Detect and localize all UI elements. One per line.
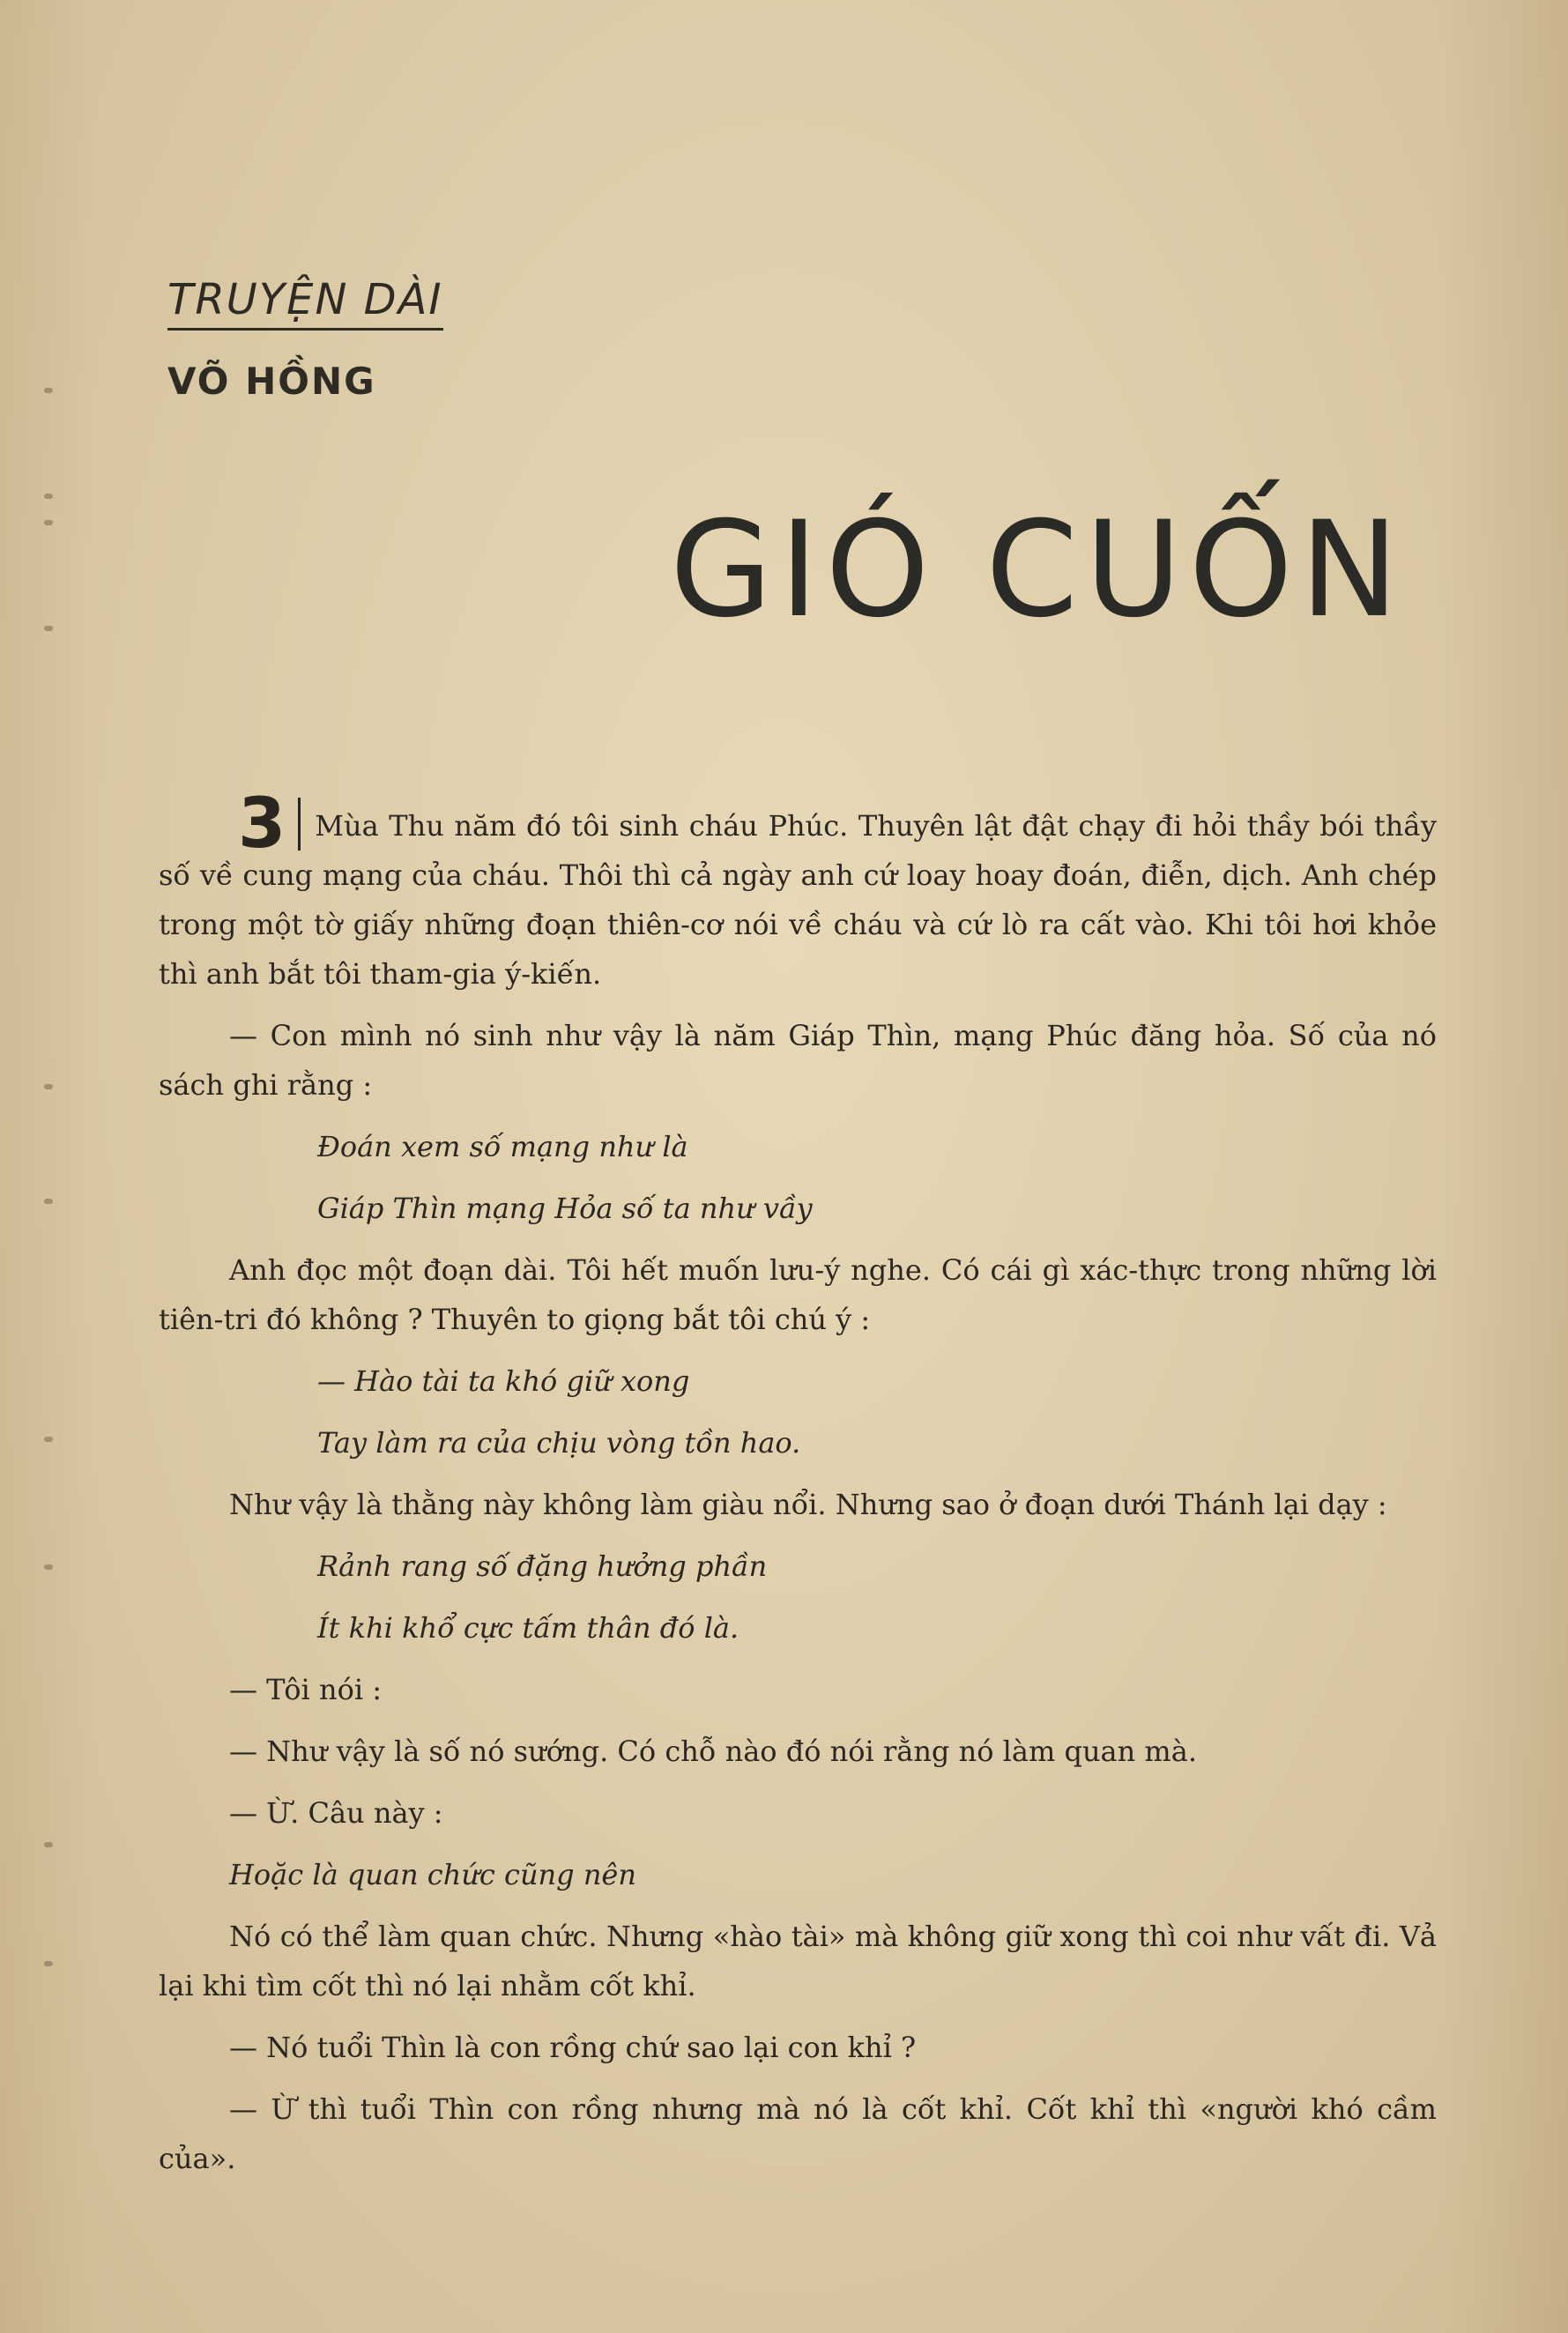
paragraph: Nó có thể làm quan chức. Nhưng «hào tài» mà không giữ xong thì coi như vất đi. Vả lại khi tìm cốt thì nó lại nhằm cốt khỉ.	[159, 1920, 1437, 2002]
paragraph: Anh đọc một đoạn dài. Tôi hết muốn lưu-ý nghe. Có cái gì xác-thực trong những lời tiên-tri đó không ? Thuyên to giọng bắt tôi chú ý :	[159, 1253, 1437, 1336]
story-body	[159, 784, 1437, 2196]
paragraph	[159, 784, 1437, 999]
verse-line: Giáp Thìn mạng Hỏa số ta như vầy	[317, 1192, 813, 1225]
paragraph: — Ừ thì tuổi Thìn con rồng nhưng mà nó là cốt khỉ. Cốt khỉ thì «người khó cầm của».	[159, 2092, 1437, 2175]
verse-line: — Hào tài ta khó giữ xong	[317, 1364, 690, 1398]
binding-hole	[44, 1564, 53, 1570]
verse-line: Hoặc là quan chức cũng nên	[229, 1858, 636, 1891]
paragraph: — Ừ. Câu này :	[229, 1796, 443, 1830]
binding-hole	[44, 388, 53, 393]
verse-line: Ít khi khổ cực tấm thân đó là.	[317, 1611, 739, 1645]
verse-line: Đoán xem số mạng như là	[317, 1130, 688, 1163]
binding-hole	[44, 1842, 53, 1847]
paragraph: — Con mình nó sinh như vậy là năm Giáp Thìn, mạng Phúc đăng hỏa. Số của nó sách ghi rằng :	[159, 1019, 1437, 1102]
paragraph: Như vậy là thằng này không làm giàu nổi. Nhưng sao ở đoạn dưới Thánh lại dạy :	[229, 1488, 1387, 1521]
binding-hole	[44, 1437, 53, 1442]
chapter-number: 3	[159, 798, 301, 851]
author-name: VÕ HỒNG	[167, 360, 376, 403]
paragraph: — Tôi nói :	[229, 1673, 383, 1706]
verse-line: Rảnh rang số đặng hưởng phần	[317, 1549, 768, 1583]
paragraph: — Nó tuổi Thìn là con rồng chứ sao lại con khỉ ?	[229, 2031, 917, 2064]
verse-line: Tay làm ra của chịu vòng tồn hao.	[317, 1426, 801, 1460]
paragraph: — Như vậy là số nó sướng. Có chỗ nào đó nói rằng nó làm quan mà.	[229, 1735, 1197, 1768]
binding-hole	[44, 1961, 53, 1966]
binding-hole	[44, 520, 53, 525]
binding-hole	[44, 626, 53, 631]
binding-hole	[44, 494, 53, 499]
story-title: GIÓ CUỐN	[670, 494, 1407, 647]
binding-hole	[44, 1084, 53, 1089]
binding-hole	[44, 1199, 53, 1204]
paragraph-text: Mùa Thu năm đó tôi sinh cháu Phúc. Thuyên lật đật chạy đi hỏi thầy bói thầy số về cung mạng của cháu. Thôi thì cả ngày anh cứ loay hoay đoán, điễn, dịch. Anh chép trong một tờ giấy những đoạn thiên-cơ nói về cháu và cứ lò ra cất vào. Khi tôi hơi khỏe thì anh bắt tôi tham-gia ý-kiến.	[159, 809, 1437, 991]
series-label: TRUYỆN DÀI	[167, 275, 443, 331]
